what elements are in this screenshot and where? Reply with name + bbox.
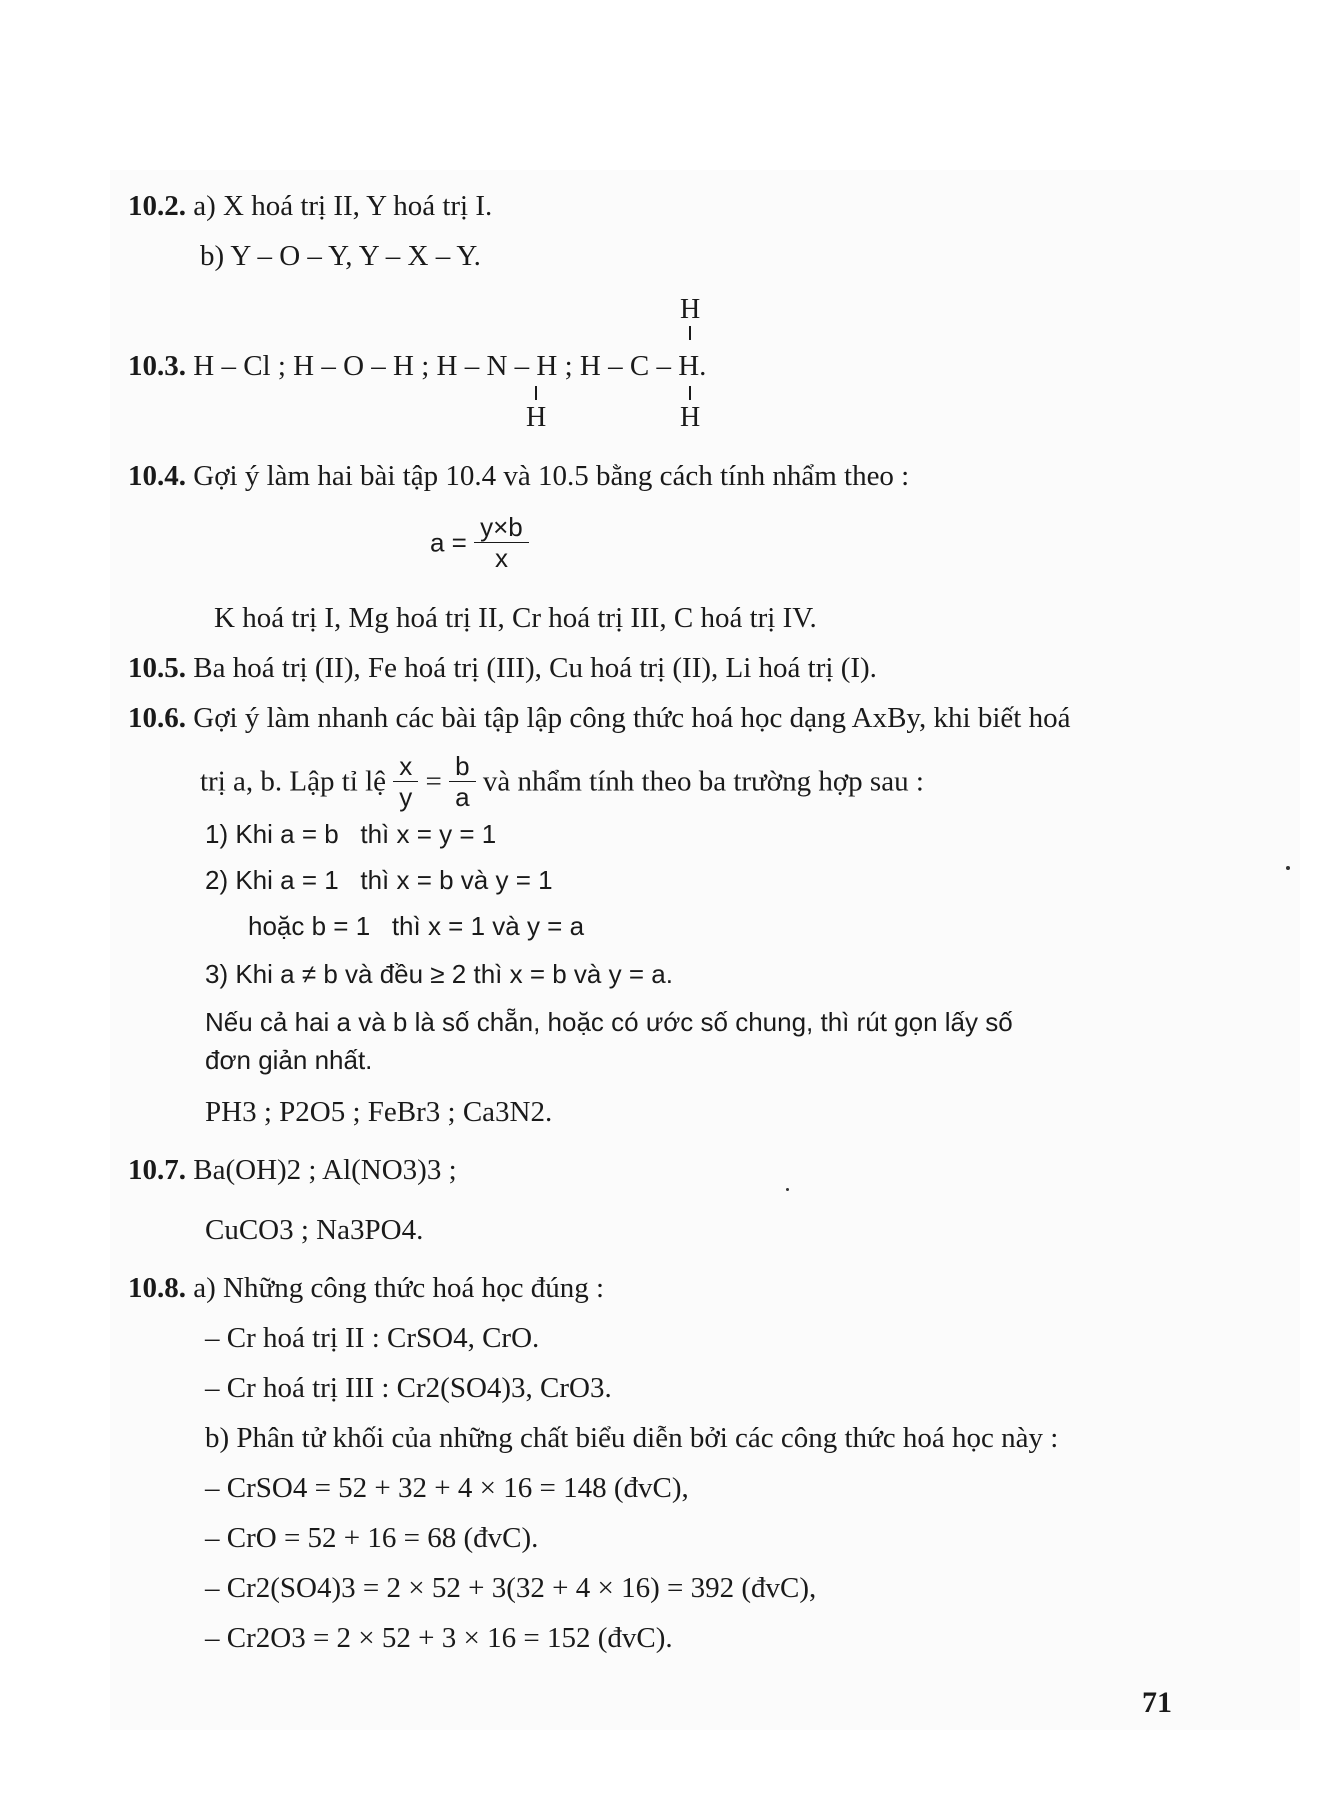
item-10-4-valences: K hoá trị I, Mg hoá trị II, Cr hoá trị III, C hoá trị IV. (214, 602, 817, 634)
ratio-outro: và nhẩm tính theo ba trường hợp sau : (482, 765, 924, 798)
item-number: 10.5. (128, 652, 186, 684)
item-10-7-line-1 (128, 1152, 457, 1188)
ratio-left-bottom: y (399, 781, 413, 812)
item-text: Ba(OH)2 ; Al(NO3)3 ; (193, 1154, 457, 1186)
item-text: Ba hoá trị (II), Fe hoá trị (III), Cu hoá trị (II), Li hoá trị (I). (193, 652, 877, 684)
note-line-1: Nếu cả hai a và b là số chẵn, hoặc có ước số chung, thì rút gọn lấy số (205, 1007, 1013, 1037)
nh3-bottom-hydrogen: H (526, 402, 547, 433)
scan-speck (786, 1188, 789, 1191)
item-number: 10.8. (128, 1272, 186, 1304)
item-10-8-b-head: b) Phân tử khối của những chất biểu diễn bởi các công thức hoá học này : (205, 1422, 1059, 1454)
ch4-top-bond (689, 326, 691, 340)
formula-fraction (474, 512, 529, 573)
ratio-left-fraction (393, 751, 418, 812)
item-10-8-b-1: – CrSO4 = 52 + 32 + 4 × 16 = 148 (đvC), (205, 1472, 689, 1504)
item-10-8-a-1: – Cr hoá trị II : CrSO4, CrO. (205, 1322, 540, 1354)
nh3-bottom-bond (535, 386, 537, 400)
item-number: 10.4. (128, 460, 186, 492)
item-10-8-a-2: – Cr hoá trị III : Cr2(SO4)3, CrO3. (205, 1372, 612, 1404)
item-10-7-line-2: CuCO3 ; Na3PO4. (205, 1214, 424, 1246)
item-number: 10.3. (128, 350, 186, 382)
item-10-8-b-4: – Cr2O3 = 2 × 52 + 3 × 16 = 152 (đvC). (205, 1622, 673, 1654)
item-10-6-answers: PH3 ; P2O5 ; FeBr3 ; Ca3N2. (205, 1096, 553, 1128)
item-10-4-text (128, 458, 909, 494)
item-10-2-part-b: b) Y – O – Y, Y – X – Y. (200, 240, 481, 272)
page-number: 71 (1142, 1686, 1172, 1719)
item-number: 10.6. (128, 702, 186, 734)
item-text: a) Những công thức hoá học đúng : (193, 1272, 605, 1304)
ch4-bottom-bond (689, 386, 691, 400)
item-10-8-head (128, 1270, 604, 1306)
ratio-right-bottom: a (455, 781, 470, 812)
case-2: 2) Khi a = 1 thì x = b và y = 1 (205, 865, 553, 895)
case-3: 3) Khi a ≠ b và đều ≥ 2 thì x = b và y = a. (205, 959, 673, 989)
formula-lhs: a = (430, 527, 467, 558)
valence-formula (430, 512, 529, 573)
item-10-2-part-a (128, 188, 492, 224)
ratio-left-top: x (393, 751, 418, 782)
item-text: H – Cl ; H – O – H ; H – N – H ; H – C – H. (193, 350, 707, 382)
ch4-top-hydrogen: H (680, 294, 701, 325)
item-10-8-b-2: – CrO = 52 + 16 = 68 (đvC). (205, 1522, 539, 1554)
item-10-3-formulas (128, 348, 706, 384)
ch4-bottom-hydrogen: H (680, 402, 701, 433)
item-number: 10.2. (128, 190, 186, 222)
formula-denominator: x (494, 543, 508, 573)
ratio-intro: trị a, b. Lập tỉ lệ (200, 765, 387, 798)
item-10-6-line-2 (200, 748, 924, 812)
item-text: Gợi ý làm nhanh các bài tập lập công thức hoá học dạng AxBy, khi biết hoá (193, 702, 1071, 734)
ratio-right-top: b (449, 751, 475, 782)
item-10-8-b-3: – Cr2(SO4)3 = 2 × 52 + 3(32 + 4 × 16) = 392 (đvC), (205, 1572, 817, 1604)
ratio-right-fraction (449, 751, 475, 812)
case-2-alt: hoặc b = 1 thì x = 1 và y = a (248, 911, 585, 941)
note-line-2: đơn giản nhất. (205, 1045, 373, 1075)
formula-numerator: y×b (474, 512, 529, 543)
item-number: 10.7. (128, 1154, 186, 1186)
scan-speck (1286, 866, 1290, 870)
item-text: Gợi ý làm hai bài tập 10.4 và 10.5 bằng cách tính nhẩm theo : (193, 460, 910, 492)
item-10-6-line-1 (128, 700, 1070, 736)
item-text: a) X hoá trị II, Y hoá trị I. (193, 190, 493, 222)
case-1: 1) Khi a = b thì x = y = 1 (205, 819, 497, 849)
item-10-5-text (128, 650, 877, 686)
ratio-equals: = (425, 765, 442, 798)
